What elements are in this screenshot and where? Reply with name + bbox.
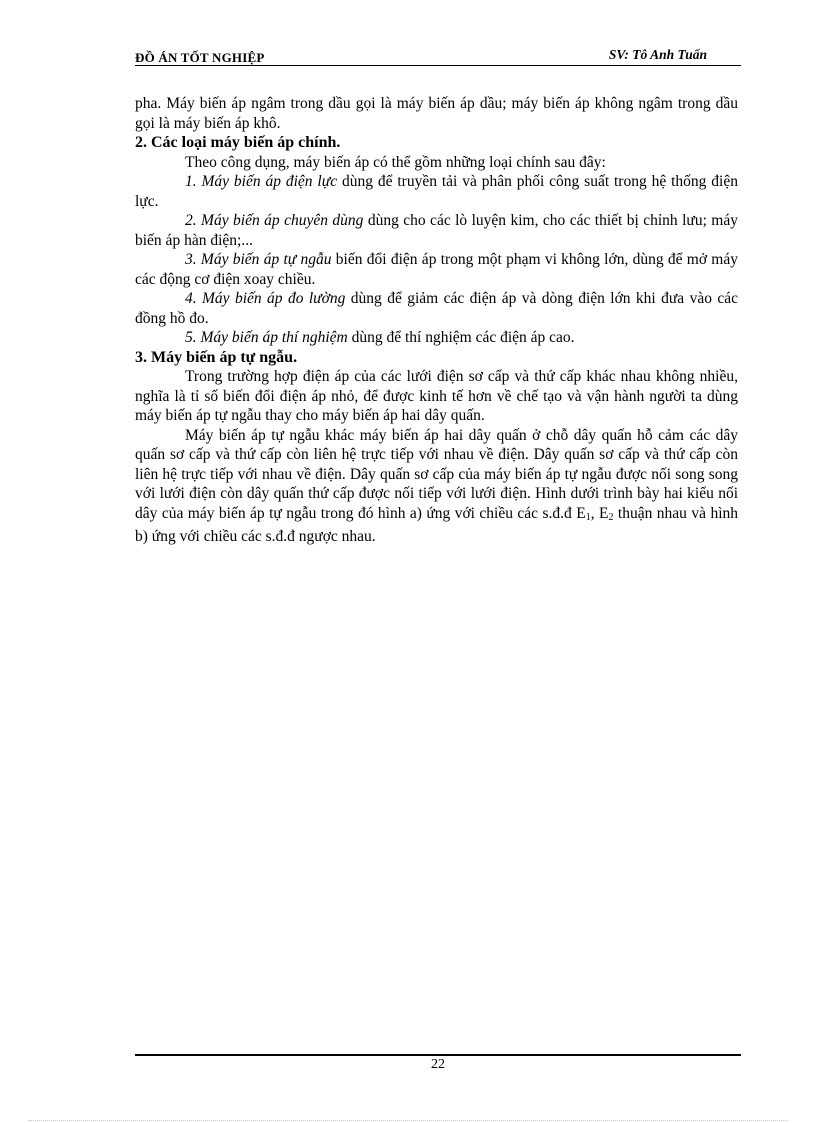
paragraph-autotransformer-1: Trong trường hợp điện áp của các lưới điện sơ cấp và thứ cấp khác nhau không nhiều, nghĩa là tỉ số biến đổi điện áp nhỏ, để được kinh tế hơn về chế tạo và vận hành người ta dùng máy biến áp tự ngẫu thay cho máy biến áp hai dây quấn.: [135, 368, 738, 424]
paragraph-text: , E: [590, 504, 609, 522]
list-item-term: 4. Máy biến áp đo lường: [185, 290, 346, 307]
list-item-text: dùng để truyền tải và phân phối công suất trong hệ thống điện lực.: [135, 173, 738, 210]
list-item-text: dùng để thí nghiệm các điện áp cao.: [347, 329, 575, 346]
header-title: ĐỒ ÁN TỐT NGHIỆP: [135, 50, 265, 65]
document-body: [135, 94, 738, 547]
list-item-text: dùng cho các lò luyện kim, cho các thiết bị chỉnh lưu; máy biến áp hàn điện;...: [135, 212, 738, 249]
page-bottom-border: [28, 1120, 788, 1121]
list-item: [135, 250, 738, 289]
section-heading-types: 2. Các loại máy biến áp chính.: [135, 134, 341, 151]
list-item-term: 3. Máy biến áp tự ngẫu: [185, 251, 332, 268]
list-item: [135, 289, 738, 328]
list-item-text: dùng để giảm các điện áp và dòng điện lớn khi đưa vào các đồng hồ đo.: [135, 290, 738, 327]
subscript-2: 2: [608, 511, 614, 523]
paragraph-autotransformer-2: [135, 426, 738, 547]
header-author: SV: Tô Anh Tuấn: [608, 47, 707, 62]
header-divider: [135, 65, 741, 66]
list-item-term: 2. Máy biến áp chuyên dùng: [185, 212, 364, 229]
list-item-term: 5. Máy biến áp thí nghiệm: [185, 329, 348, 346]
page-number: 22: [431, 1057, 445, 1072]
paragraph-text: thuận nhau và hình b) ứng với chiều các s.đ.đ ngược nhau.: [135, 504, 738, 545]
paragraph-text: Máy biến áp tự ngẫu khác máy biến áp hai dây quấn ở chỗ dây quấn hỗ cảm các dây quấn sơ cấp và thứ cấp còn liên hệ trực tiếp với nhau về điện. Dây quấn sơ cấp và thứ cấp còn liên hệ trực tiếp với nhau về điện. Dây quấn sơ cấp của máy biến áp tự ngẫu được nối song song với lưới điện còn dây quấn thứ cấp được nối tiếp với lưới điện. Hình dưới trình bày hai kiểu nối dây của máy biến áp tự ngẫu trong đó hình a) ứng với chiều các s.đ.đ E: [135, 426, 738, 522]
list-item: [135, 328, 738, 348]
list-item: [135, 172, 738, 211]
paragraph-intro: pha. Máy biến áp ngâm trong dầu gọi là máy biến áp dầu; máy biến áp không ngâm trong dầu gọi là máy biến áp khô.: [135, 95, 738, 132]
page-header: [135, 46, 741, 66]
subscript-1: 1: [585, 511, 591, 523]
list-item: [135, 211, 738, 250]
paragraph-types-lead: Theo công dụng, máy biến áp có thể gồm những loại chính sau đây:: [185, 153, 606, 171]
section-heading-autotransformer: 3. Máy biến áp tự ngẫu.: [135, 348, 298, 366]
footer-divider: [135, 1054, 741, 1056]
list-item-text: biến đổi điện áp trong một phạm vi không lớn, dùng để mở máy các động cơ điện xoay chiều.: [135, 251, 738, 288]
list-item-term: 1. Máy biến áp điện lực: [185, 173, 338, 190]
